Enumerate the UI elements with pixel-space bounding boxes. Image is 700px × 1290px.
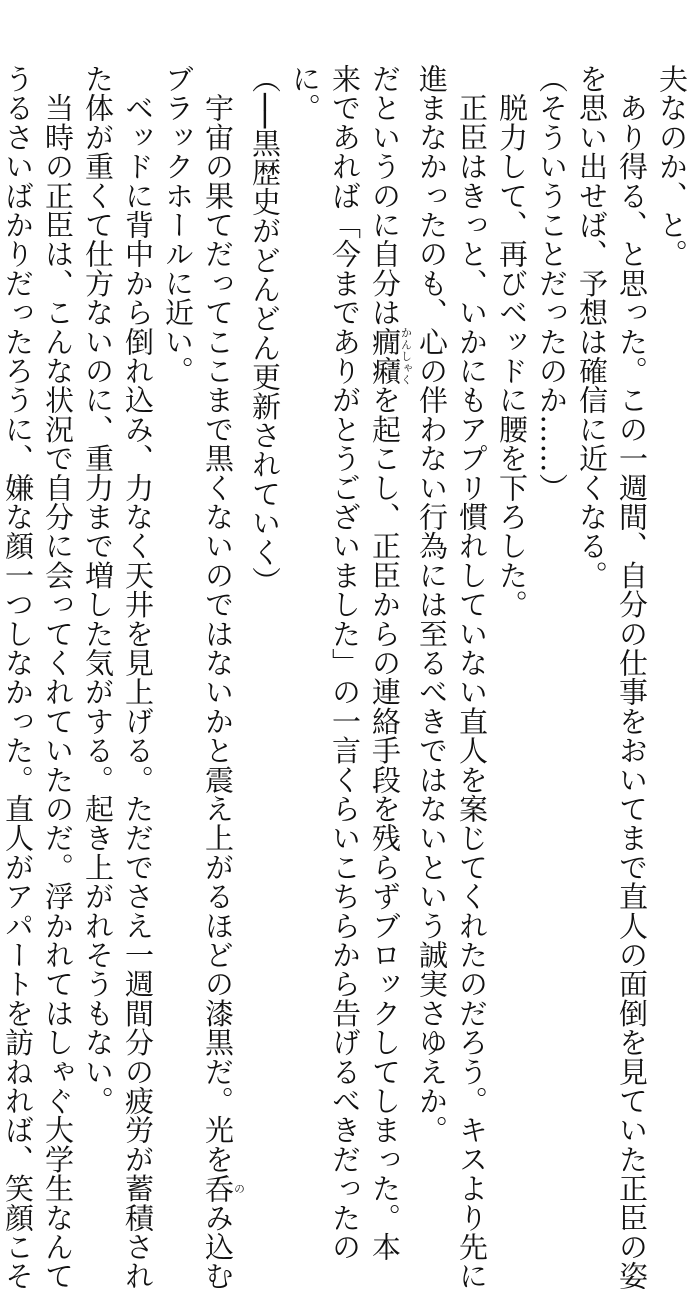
text-line: ベッドに背中から倒れ込み、力なく天井を見上げる。ただでさえ一週間分の疲労が蓄積され [121,64,155,1290]
ruby-annotation [368,326,413,386]
ruby-base: 癇癪 [368,326,402,386]
ruby-line-before: だというのに自分は [368,64,402,327]
text-line-with-ruby [198,64,246,1290]
text-line: を思い出せば、予想は確信に近くなる。 [575,64,609,590]
text-line: 正臣はきっと、いかにもアプリ慣れしていない直人を案じてくれたのだろう。キスより先に [455,64,489,1290]
nomu-line-after: み込む [201,1202,235,1290]
text-line: ブラックホールに近い。 [161,64,195,386]
text-line: うるさいばかりだったろうに、嫌な顔一つしなかった。直人がアパートを訪ねれば、笑顔こそ [1,64,35,1290]
text-line-with-ruby [365,64,413,1262]
text-line: 夫なのか、と。 [655,64,689,269]
text-line: 脱力して、再びベッドに腰を下ろした。 [495,64,529,619]
text-line: に。 [288,64,322,123]
nomu-line-before: 宇宙の果てだってここまで黒くないのではないかと震え上がるほどの漆黒だ。光を [201,64,235,1174]
text-line: 来であれば「今までありがとうございました」の一言くらいこちらから告げるべきだったの [328,64,362,1262]
ruby-line-after: を起こし、正臣からの連絡手段を残らずブロックしてしまった。本 [368,385,402,1262]
ruby-reading: かんしゃく [399,326,413,386]
text-line: た体が重くて仕方ないのに、重力まで増した気がする。起き上がれそうもない。 [81,64,115,1116]
text-line: あり得る、と思った。この一週間、自分の仕事をおいてまで直人の面倒を見ていた正臣の姿 [615,64,649,1290]
text-line: （──黒歴史がどんどん更新されていく） [248,64,282,596]
ruby-annotation [201,1173,246,1203]
text-line: 進まなかったのも、心の伴わない行為には至るべきではないという誠実さゆえか。 [415,64,449,1145]
ruby-reading: の [232,1173,246,1203]
vertical-text-body [1,64,692,1290]
ruby-base: 呑 [201,1173,235,1203]
text-line: （そういうことだったのか……） [535,64,569,502]
text-line: 当時の正臣は、こんな状況で自分に会ってくれていたのだ。浮かれてはしゃぐ大学生なんて [41,64,75,1290]
